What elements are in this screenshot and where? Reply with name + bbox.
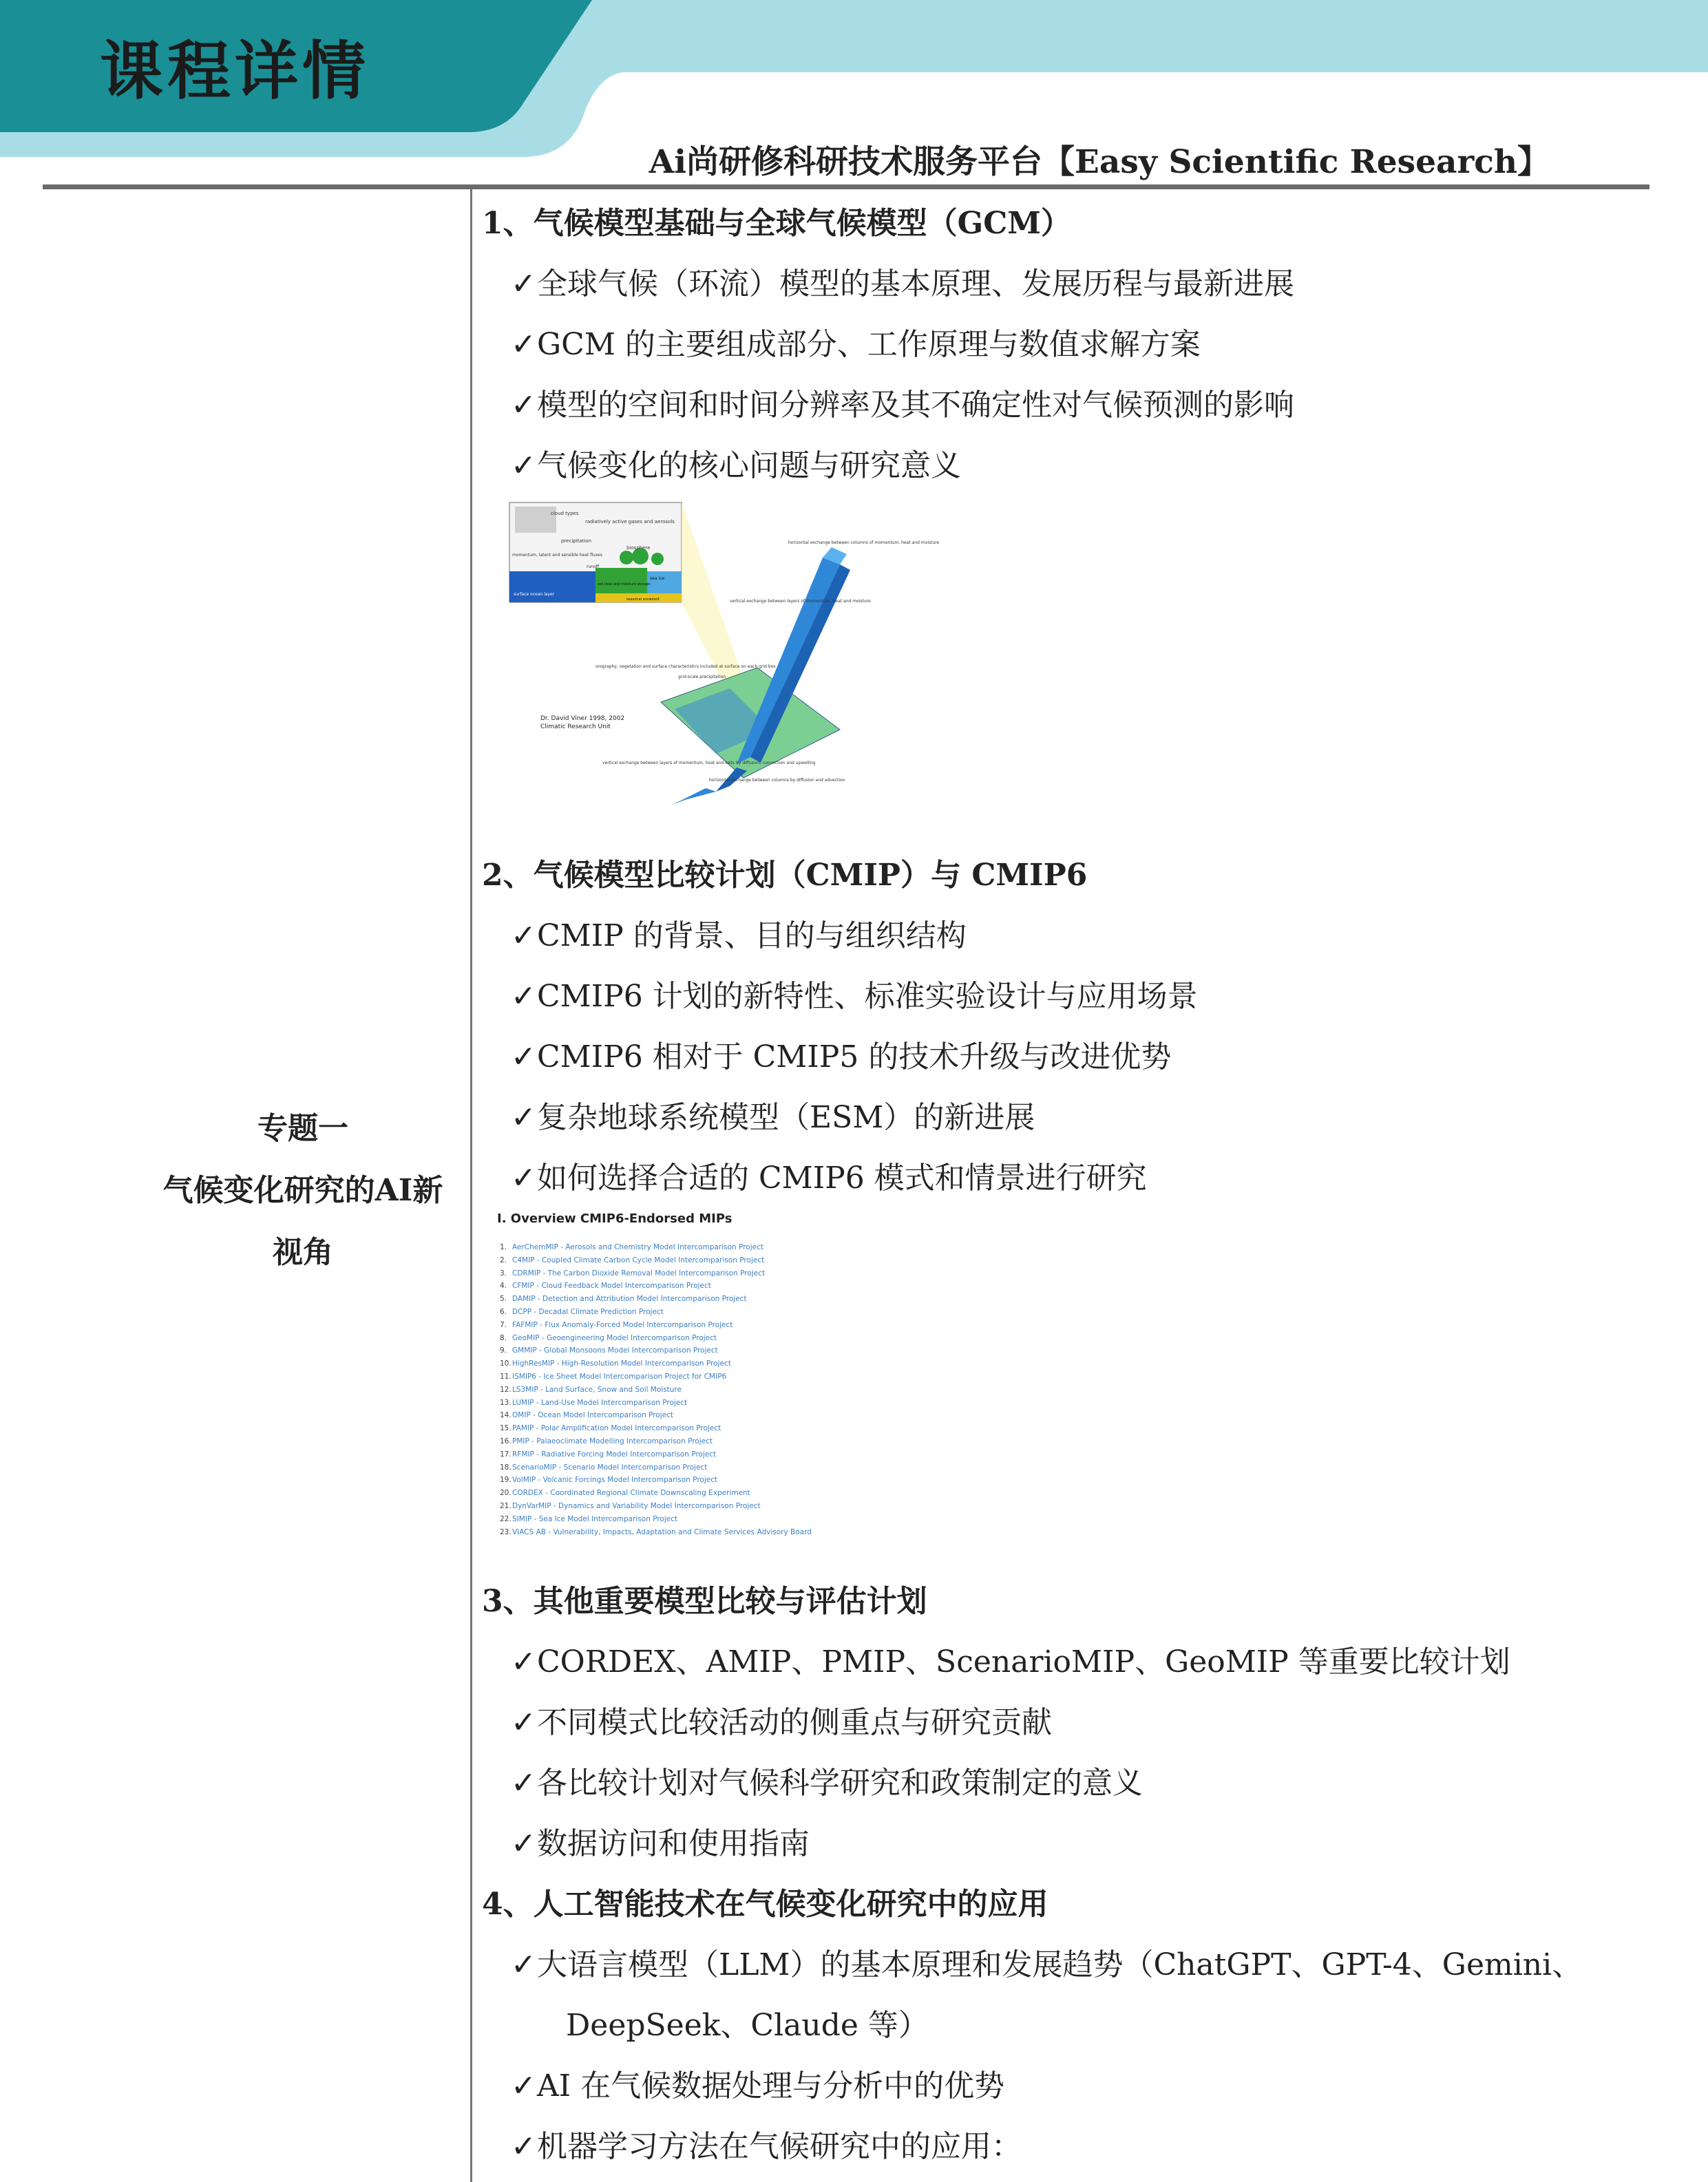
platform-name: Ai尚研修科研技术服务平台【Easy Scientific Research】	[649, 143, 1550, 181]
label-horizontal-exchange-top: horizontal exchange between columns of momentum, heat and moisture	[788, 540, 940, 545]
mip-item[interactable]	[500, 1241, 883, 1254]
mip-item[interactable]	[500, 1267, 883, 1280]
list-item-text: 如何选择合适的 CMIP6 模式和情景进行研究	[537, 1161, 1147, 1196]
list-item	[511, 1758, 1143, 1802]
mip-number: 3.	[500, 1269, 507, 1278]
label-grid-precip: grid-scale precipitation	[678, 675, 726, 679]
check-icon: ✓	[511, 979, 536, 1014]
mip-item[interactable]	[500, 1513, 883, 1526]
header-banner	[0, 0, 1708, 181]
mip-label[interactable]: ScenarioMIP - Scenario Model Intercomparison Project	[512, 1463, 708, 1472]
mip-number: 9.	[500, 1346, 507, 1355]
list-item-text: CMIP6 计划的新特性、标准实验设计与应用场景	[537, 979, 1198, 1014]
mip-item[interactable]	[500, 1474, 883, 1487]
list-item-text: 机器学习方法在气候研究中的应用：	[537, 2129, 1022, 2164]
label-precipitation: precipitation	[561, 538, 592, 544]
cmip6-mip-list-figure	[497, 1211, 883, 1542]
list-item	[511, 1819, 810, 1863]
list-item-text: 气候变化的核心问题与研究意义	[537, 448, 961, 483]
list-item-text: CMIP 的背景、目的与组织结构	[537, 918, 967, 953]
check-icon: ✓	[511, 2129, 536, 2164]
label-soil: soil heat and moisture storage	[598, 582, 651, 586]
mip-label[interactable]: VIACS AB - Vulnerability, Impacts, Adaptation and Climate Services Advisory Board	[512, 1527, 812, 1536]
label-vertical-exchange: vertical exchange between layers of momentum, heat and moisture	[730, 599, 871, 604]
label-biosphere: biosphere	[626, 545, 651, 551]
mip-label[interactable]: HighResMIP - High-Resolution Model Intercomparison Project	[512, 1359, 731, 1368]
topic-cell	[145, 1098, 461, 1284]
mip-number: 15.	[500, 1424, 512, 1433]
label-surface-ocean: surface ocean layer	[514, 592, 555, 597]
mip-number: 13.	[500, 1398, 512, 1407]
mip-number: 16.	[500, 1437, 512, 1445]
mip-label[interactable]: ISMIP6 - Ice Sheet Model Intercomparison Project for CMIP6	[512, 1372, 727, 1381]
mip-label[interactable]: LS3MIP - Land Surface, Snow and Soil Moisture	[512, 1385, 682, 1394]
list-item	[511, 441, 961, 485]
mip-number: 19.	[500, 1476, 512, 1485]
label-snowmelt: seasonal snowmelt	[626, 597, 660, 602]
mip-item[interactable]	[500, 1422, 883, 1435]
check-icon: ✓	[511, 918, 536, 953]
list-item	[511, 1697, 1052, 1741]
mip-item[interactable]	[500, 1448, 883, 1461]
mip-label[interactable]: FAFMIP - Flux Anomaly-Forced Model Intercomparison Project	[512, 1320, 733, 1329]
figure-credit-unit: Climatic Research Unit	[540, 723, 611, 730]
check-icon: ✓	[511, 2068, 536, 2104]
check-icon: ✓	[511, 1766, 536, 1801]
mip-number: 2.	[500, 1256, 507, 1264]
mip-item[interactable]	[500, 1384, 883, 1397]
mip-item[interactable]	[500, 1280, 883, 1293]
mip-number: 17.	[500, 1450, 512, 1459]
mip-number: 4.	[500, 1282, 507, 1291]
mip-label[interactable]: GeoMIP - Geoengineering Model Intercomparison Project	[512, 1333, 717, 1342]
list-item-text: CORDEX、AMIP、PMIP、ScenarioMIP、GeoMIP 等重要比较计划	[537, 1644, 1510, 1680]
mip-label[interactable]: CFMIP - Cloud Feedback Model Intercomparison Project	[512, 1282, 711, 1291]
list-item	[511, 1940, 1582, 1984]
list-item	[511, 319, 1201, 363]
figure-credit-author: Dr. David Viner 1998, 2002	[540, 715, 625, 722]
mip-label[interactable]: CDRMIP - The Carbon Dioxide Removal Model Intercomparison Project	[512, 1269, 766, 1278]
mip-item[interactable]	[500, 1409, 883, 1422]
mip-label[interactable]: RFMIP - Radiative Forcing Model Intercomparison Project	[512, 1450, 717, 1459]
check-icon: ✓	[511, 1644, 536, 1680]
figure-title: I. Overview CMIP6-Endorsed MIPs	[497, 1211, 732, 1226]
check-icon: ✓	[511, 1947, 536, 1982]
label-fluxes: momentum, latent and sensible heat fluxes	[512, 553, 602, 558]
mip-number: 1.	[500, 1243, 507, 1251]
column-divider	[470, 189, 472, 2182]
label-orography: orography, vegetation and surface characteristics included at surface on each grid box	[595, 664, 776, 669]
list-item-text: 不同模式比较活动的侧重点与研究贡献	[537, 1705, 1052, 1740]
mip-number: 10.	[500, 1359, 512, 1368]
page-title: 课程详情	[100, 34, 370, 108]
label-cloud-types: cloud types	[551, 511, 579, 516]
list-item	[511, 1092, 1035, 1136]
label-sea-ice: sea ice	[650, 576, 665, 581]
list-item	[511, 1153, 1147, 1197]
mip-item[interactable]	[500, 1293, 883, 1306]
label-radiative: radiatively active gases and aerosols	[585, 519, 675, 525]
mip-label[interactable]: PAMIP - Polar Amplification Model Intercomparison Project	[512, 1424, 721, 1433]
mip-number: 14.	[500, 1411, 512, 1420]
list-item	[511, 911, 967, 955]
section-title: 3、其他重要模型比较与评估计划	[482, 1584, 927, 1619]
mip-number: 6.	[500, 1307, 507, 1316]
section-title: 2、气候模型比较计划（CMIP）与 CMIP6	[482, 858, 1088, 893]
list-item-text: 模型的空间和时间分辨率及其不确定性对气候预测的影响	[537, 388, 1294, 423]
mip-label[interactable]: DCPP - Decadal Climate Prediction Project	[512, 1307, 664, 1316]
mip-item[interactable]	[500, 1397, 883, 1410]
mip-number: 12.	[500, 1385, 512, 1394]
topic-number: 专题一	[257, 1111, 348, 1146]
check-icon: ✓	[511, 448, 536, 483]
mip-number: 8.	[500, 1333, 507, 1342]
check-icon: ✓	[511, 266, 536, 301]
check-icon: ✓	[511, 327, 536, 362]
mip-number: 7.	[500, 1320, 507, 1329]
mip-number: 18.	[500, 1463, 512, 1472]
mip-label[interactable]: C4MIP - Coupled Climate Carbon Cycle Model Intercomparison Project	[512, 1256, 765, 1264]
check-icon: ✓	[511, 1705, 536, 1740]
check-icon: ✓	[511, 1161, 536, 1196]
mip-number: 11.	[500, 1372, 512, 1381]
list-item	[511, 1032, 1171, 1076]
list-item	[511, 971, 1198, 1015]
mip-item[interactable]	[500, 1500, 883, 1513]
mip-list	[497, 1241, 883, 1538]
section-title: 1、气候模型基础与全球气候模型（GCM）	[482, 206, 1071, 241]
list-item	[511, 380, 1294, 424]
header-divider	[43, 184, 1649, 189]
check-icon: ✓	[511, 388, 536, 423]
topic-title-line2: 视角	[273, 1235, 333, 1270]
mip-label[interactable]: DAMIP - Detection and Attribution Model Intercomparison Project	[512, 1295, 747, 1304]
list-item-text: CMIP6 相对于 CMIP5 的技术升级与改进优势	[537, 1039, 1172, 1074]
mip-label[interactable]: CORDEX - Coordinated Regional Climate Downscaling Experiment	[512, 1489, 750, 1498]
mip-item[interactable]	[500, 1461, 883, 1474]
mip-item[interactable]	[500, 1435, 883, 1448]
list-item-text: 各比较计划对气候科学研究和政策制定的意义	[537, 1766, 1143, 1801]
list-item-continuation: DeepSeek、Claude 等）	[566, 2008, 929, 2043]
mip-number: 21.	[500, 1501, 512, 1510]
list-item-text: 复杂地球系统模型（ESM）的新进展	[537, 1100, 1035, 1135]
check-icon: ✓	[511, 1100, 536, 1135]
mip-number: 5.	[500, 1295, 507, 1304]
label-vertical-exchange-ocean: vertical exchange between layers of momentum, heat and salts by diffusion, convection and upwelling	[602, 761, 816, 765]
list-item-text: 全球气候（环流）模型的基本原理、发展历程与最新进展	[537, 266, 1294, 301]
gcm-diagram	[509, 502, 940, 819]
mip-number: 23.	[500, 1527, 512, 1536]
check-icon: ✓	[511, 1039, 536, 1074]
mip-number: 22.	[500, 1514, 512, 1523]
mip-item[interactable]	[500, 1254, 883, 1267]
mip-item[interactable]	[500, 1357, 883, 1370]
mip-label[interactable]: OMIP - Ocean Model Intercomparison Project	[512, 1411, 673, 1420]
mip-label[interactable]: LUMIP - Land-Use Model Intercomparison Project	[512, 1398, 688, 1407]
label-horizontal-exchange-bottom: horizontal exchange between columns by diffusion and advection	[709, 778, 845, 783]
mip-number: 20.	[500, 1489, 512, 1498]
mip-item[interactable]	[500, 1319, 883, 1332]
list-item-text: 数据访问和使用指南	[537, 1826, 810, 1861]
mip-item[interactable]	[500, 1526, 883, 1539]
list-item	[511, 259, 1294, 303]
list-item-text: GCM 的主要组成部分、工作原理与数值求解方案	[537, 327, 1201, 362]
mip-item[interactable]	[500, 1344, 883, 1357]
mip-label[interactable]: VolMIP - Volcanic Forcings Model Intercomparison Project	[512, 1476, 718, 1485]
mip-label[interactable]: GMMIP - Global Monsoons Model Intercomparison Project	[512, 1346, 718, 1355]
list-item-text: AI 在气候数据处理与分析中的优势	[537, 2068, 1005, 2104]
mip-label[interactable]: AerChemMIP - Aerosols and Chemistry Model Intercomparison Project	[512, 1243, 763, 1251]
list-item	[511, 2121, 1022, 2165]
topic-title-line1: 气候变化研究的AI新	[162, 1173, 443, 1208]
mip-label[interactable]: PMIP - Palaeoclimate Modelling Intercomparison Project	[512, 1437, 713, 1445]
mip-item[interactable]	[500, 1332, 883, 1345]
mip-item[interactable]	[500, 1306, 883, 1319]
mip-item[interactable]	[500, 1370, 883, 1384]
mip-item[interactable]	[500, 1487, 883, 1500]
label-runoff: runoff	[587, 564, 599, 569]
section-title: 4、人工智能技术在气候变化研究中的应用	[482, 1887, 1048, 1922]
list-item	[511, 2061, 1004, 2105]
mip-label[interactable]: DynVarMIP - Dynamics and Variability Model Intercomparison Project	[512, 1501, 761, 1510]
mip-label[interactable]: SIMIP - Sea Ice Model Intercomparison Project	[512, 1514, 678, 1523]
list-item	[511, 1637, 1510, 1681]
gcm-diagram-svg	[509, 502, 940, 819]
check-icon: ✓	[511, 1826, 536, 1861]
list-item-text: 大语言模型（LLM）的基本原理和发展趋势（ChatGPT、GPT-4、Gemini、	[537, 1947, 1583, 1982]
